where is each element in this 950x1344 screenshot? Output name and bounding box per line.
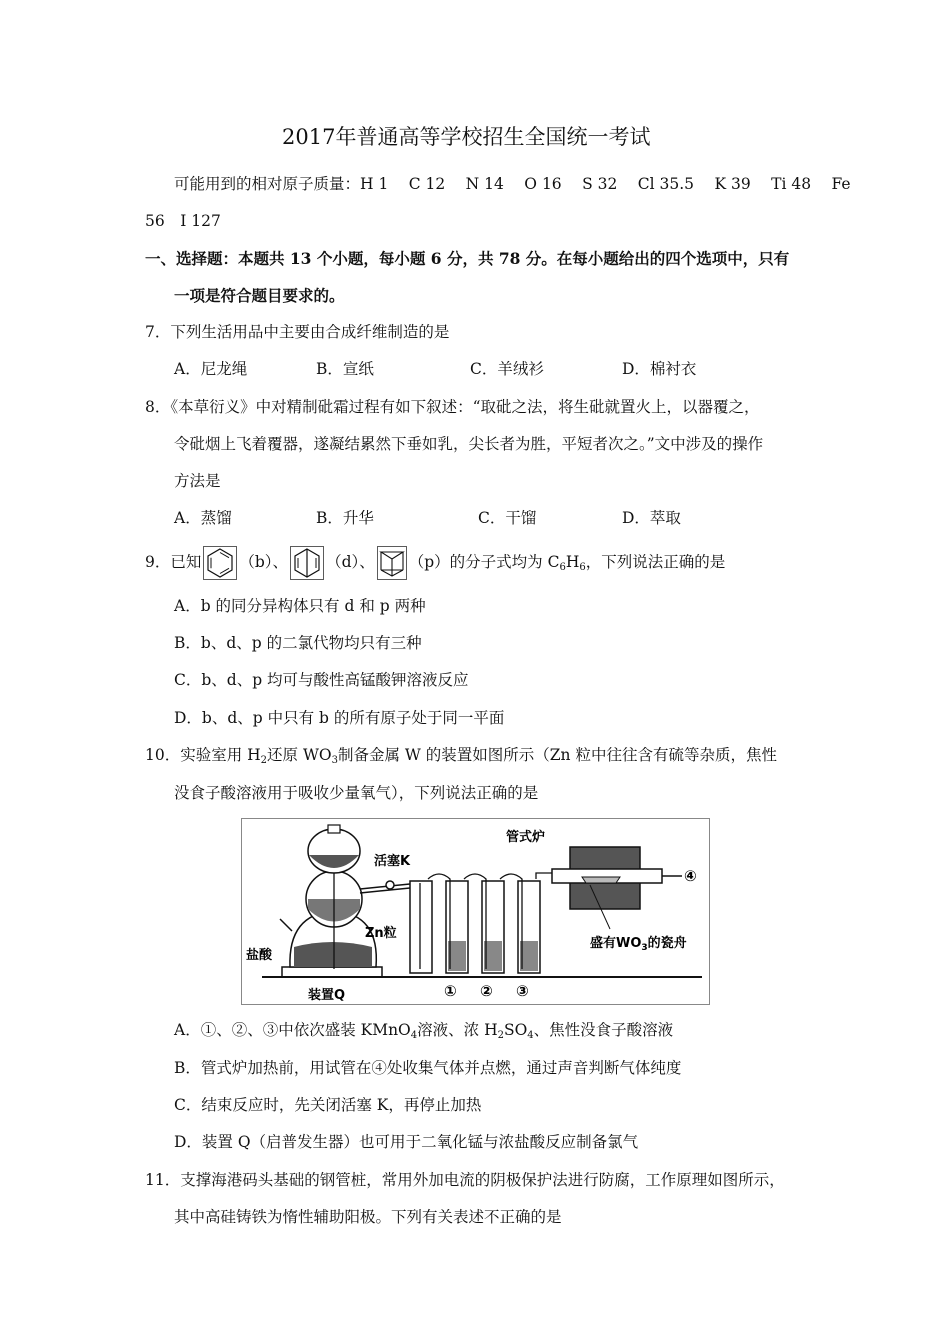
q10-text-c: 制备金属 W 的装置如图所示（Zn 粒中往往含有硫等杂质，焦性 [338,746,777,764]
q10-option-a [174,1023,673,1041]
q10-text-b: 还原 WO [267,746,332,764]
q10-option-c: C．结束反应时，先关闭活塞 K，再停止加热 [174,1096,482,1114]
label-wo3-boat: 盛有$WO_3$的瓷舟 [590,936,687,953]
q10-a-sub-1: 4 [410,1030,418,1041]
q8-option-d: D．萃取 [622,509,681,527]
q10-a-text-2: 溶液、浓 H [417,1021,498,1039]
q8-line-1: 8．《本草衍义》中对精制砒霜过程有如下叙述：“取砒之法，将生砒就置火上，以器覆之， [145,398,760,416]
q10-option-d: D．装置 Q（启普发生器）也可用于二氧化锰与浓盐酸反应制备氯气 [174,1133,639,1151]
q10-line-2: 没食子酸溶液用于吸收少量氧气），下列说法正确的是 [174,784,539,802]
dewar-benzene-structure-icon [290,546,324,580]
section-heading-line-2: 一项是符合题目要求的。 [174,286,345,305]
q9-label-p: （p）的分子式均为 C [408,553,560,571]
prismane-structure-icon [377,546,407,580]
q10-line-1 [145,748,777,766]
label-outlet-4: ④ [684,867,697,885]
q9-prefix: 9．已知 [145,553,202,571]
q7-option-b: B．宣纸 [316,360,374,378]
q8-line-2: 令砒烟上飞着覆器，遂凝结累然下垂如乳，尖长者为胜，平短者次之。”文中涉及的操作 [174,435,764,453]
q8-option-a: A．蒸馏 [174,509,232,527]
q10-a-sub-2: 2 [497,1030,504,1041]
q7-option-d: D．棉衬衣 [622,360,697,378]
q10-text-a: 10．实验室用 H [145,746,261,764]
label-valve-k: 活塞K [374,854,411,869]
label-tube-furnace: 管式炉 [506,830,546,845]
q9-h: H [565,553,580,571]
q10-option-b: B．管式炉加热前，用试管在④处收集气体并点燃，通过声音判断气体纯度 [174,1059,682,1077]
q10-a-text-3: SO [503,1021,528,1039]
q8-option-c: C．干馏 [478,509,537,527]
atomic-mass-line-1: 可能用到的相对原子质量：H 1 C 12 N 14 O 16 S 32 Cl 35.5 K 39 Ti 48 Fe [174,175,851,193]
q8-line-3: 方法是 [174,472,221,490]
q10-a-text-1: A．①、②、③中依次盛装 KMnO [174,1021,411,1039]
section-heading-line-1: 一、选择题：本题共 13 个小题，每小题 6 分，共 78 分。在每小题给出的四个选项中，只有 [145,249,790,268]
q9-suffix: ，下列说法正确的是 [585,553,726,571]
q9-label-d: （d）、 [326,553,375,571]
q7-option-c: C．羊绒衫 [470,360,544,378]
q9-sub-1: 6 [559,562,566,573]
q10-sub-b: 3 [331,755,338,766]
q10-apparatus-figure [241,818,710,1005]
label-bottle-3: ③ [516,982,529,1000]
q10-a-text-4: 、焦性没食子酸溶液 [533,1021,674,1039]
q11-line-2: 其中高硅铸铁为惰性辅助阳极。下列有关表述不正确的是 [174,1208,562,1226]
label-device-q: 装置Q [308,988,346,1003]
q11-line-1: 11．支撑海港码头基础的钢管桩，常用外加电流的阴极保护法进行防腐，工作原理如图所示， [145,1171,785,1189]
q10-sub-a: 2 [260,755,268,766]
q9-option-c: C．b、d、p 均可与酸性高锰酸钾溶液反应 [174,671,469,689]
q9-sub-2: 6 [579,562,586,573]
q9-stem [145,544,725,586]
q8-option-b: B．升华 [316,509,374,527]
q9-option-d: D．b、d、p 中只有 b 的所有原子处于同一平面 [174,709,505,727]
atomic-mass-line-2: 56 I 127 [145,212,221,230]
label-hydrochloric-acid: 盐酸 [246,948,273,963]
label-bottle-2: ② [480,982,493,1000]
exam-title: 2017年普通高等学校招生全国统一考试 [282,125,651,149]
q9-option-a: A．b 的同分异构体只有 d 和 p 两种 [174,597,426,615]
q10-a-sub-3: 4 [527,1030,534,1041]
q7-stem: 7．下列生活用品中主要由合成纤维制造的是 [145,323,450,341]
q9-option-b: B．b、d、p 的二氯代物均只有三种 [174,634,422,652]
q7-option-a: A．尼龙绳 [174,360,248,378]
q9-label-b: （b）、 [239,553,289,571]
benzene-structure-icon [203,546,237,580]
label-zn-granules: Zn粒 [365,926,397,941]
label-bottle-1: ① [444,982,457,1000]
